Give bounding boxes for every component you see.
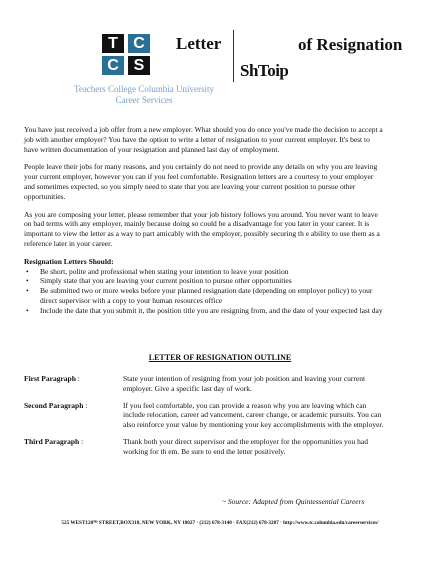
should-heading: Resignation Letters Should: (24, 256, 114, 266)
list-item (24, 267, 384, 277)
bullet-icon: • (26, 286, 29, 296)
title-letter: Letter (176, 34, 222, 53)
list-item-text: Be submitted two or more weeks before your planned resignation date (depending on employer policy) to your direct supervisor with a copy to your human resources office (40, 286, 373, 305)
bullet-icon: • (26, 266, 29, 276)
outline-sep: : (77, 374, 80, 383)
outline-title: LETTER OF RESIGNATION OUTLINE (148, 353, 292, 362)
bullet-icon: • (26, 276, 29, 286)
org-line-1: Teachers College Columbia University (73, 84, 215, 94)
org-name (64, 84, 224, 106)
footer-address: 525 WEST120ᵀᴴ STREET,BOX310, NEW YORK, NY 10027 · (212) 678-3140 · FAX(212) 678-3207 · http://www.tc.columbia.edu/careerservices/ (61, 520, 379, 526)
intro-paragraph-2: People leave their jobs for many reasons, and you certainly do not need to provide any details on why you are leaving your current employer, however you can if you feel comfortable. Resignation letters are a courtesy to your employer and sometimes expected, so you simply need to state that you are leaving your current position to pursue other opportunities. (24, 162, 378, 201)
bullet-icon: • (26, 305, 29, 315)
outline-row-second (24, 401, 384, 430)
outline-row-third (24, 437, 384, 457)
outline-row-first (24, 374, 384, 394)
outline-label: Second Paragraph (24, 400, 84, 410)
list-item (24, 306, 384, 316)
outline-text: Thank both your direct supervisor and the employer for the opportunities you had working for th em. Be sure to end the letter positively. (123, 436, 368, 456)
source-credit: ~ Source: Adapted from Quintessential Careers (222, 497, 365, 506)
list-item-text: Be short, polite and professional when stating your intention to leave your position (40, 266, 289, 276)
outline-text: State your intention of resigning from your job position and leaving your current employer. Give a specific last day of work. (123, 374, 366, 393)
list-item (24, 276, 384, 286)
list-item (24, 286, 384, 306)
title-divider (233, 30, 234, 82)
outline-label: Third Paragraph (24, 436, 80, 446)
outline-sep: : (85, 400, 88, 410)
logo-letter-c1: C (128, 34, 150, 53)
outline-label: First Paragraph (24, 374, 76, 383)
logo-letter-t: T (102, 34, 124, 53)
logo-letter-s: S (128, 56, 150, 75)
outline-sep: : (81, 436, 84, 446)
outline-section (24, 374, 384, 464)
outline-text: If you feel comfortable, you can provide a reason why you are leaving which can include relocation, career ad vancement, career change, or academic pursuits. You can also reinforce your value by mentioning your key accomplishments with the employer. (123, 400, 384, 430)
title-subtitle: ShToip (240, 61, 289, 80)
should-list (24, 267, 384, 316)
title-of-resignation: of Resignation (298, 35, 403, 54)
org-line-2: Career Services (115, 95, 173, 105)
list-item-text: Include the date that you submit it, the position title you are resigning from, and the date of your expected last day (40, 305, 383, 315)
intro-paragraph-1: You have just received a job offer from a new employer. What should you do once you've made the decision to accept a job with another employer? You have the option to write a letter of resignation to your current employer. It's best to have written documentation of your resignation and planned last day of employment. (24, 125, 383, 154)
tccs-logo (102, 34, 152, 76)
logo-letter-c2: C (102, 56, 124, 75)
intro-paragraph-3: As you are composing your letter, please remember that your job history follows you around. You never want to leave on bad terms with any employer, mainly because doing so could be a disadvantage for you later in your career. It is important to view the letter as a way to part amicably with the employer, possibly securing th e ability to use them as a reference later in your career. (24, 209, 380, 248)
list-item-text: Simply state that you are leaving your current position to pursue other opportunities (40, 276, 292, 286)
intro-body (24, 125, 384, 324)
